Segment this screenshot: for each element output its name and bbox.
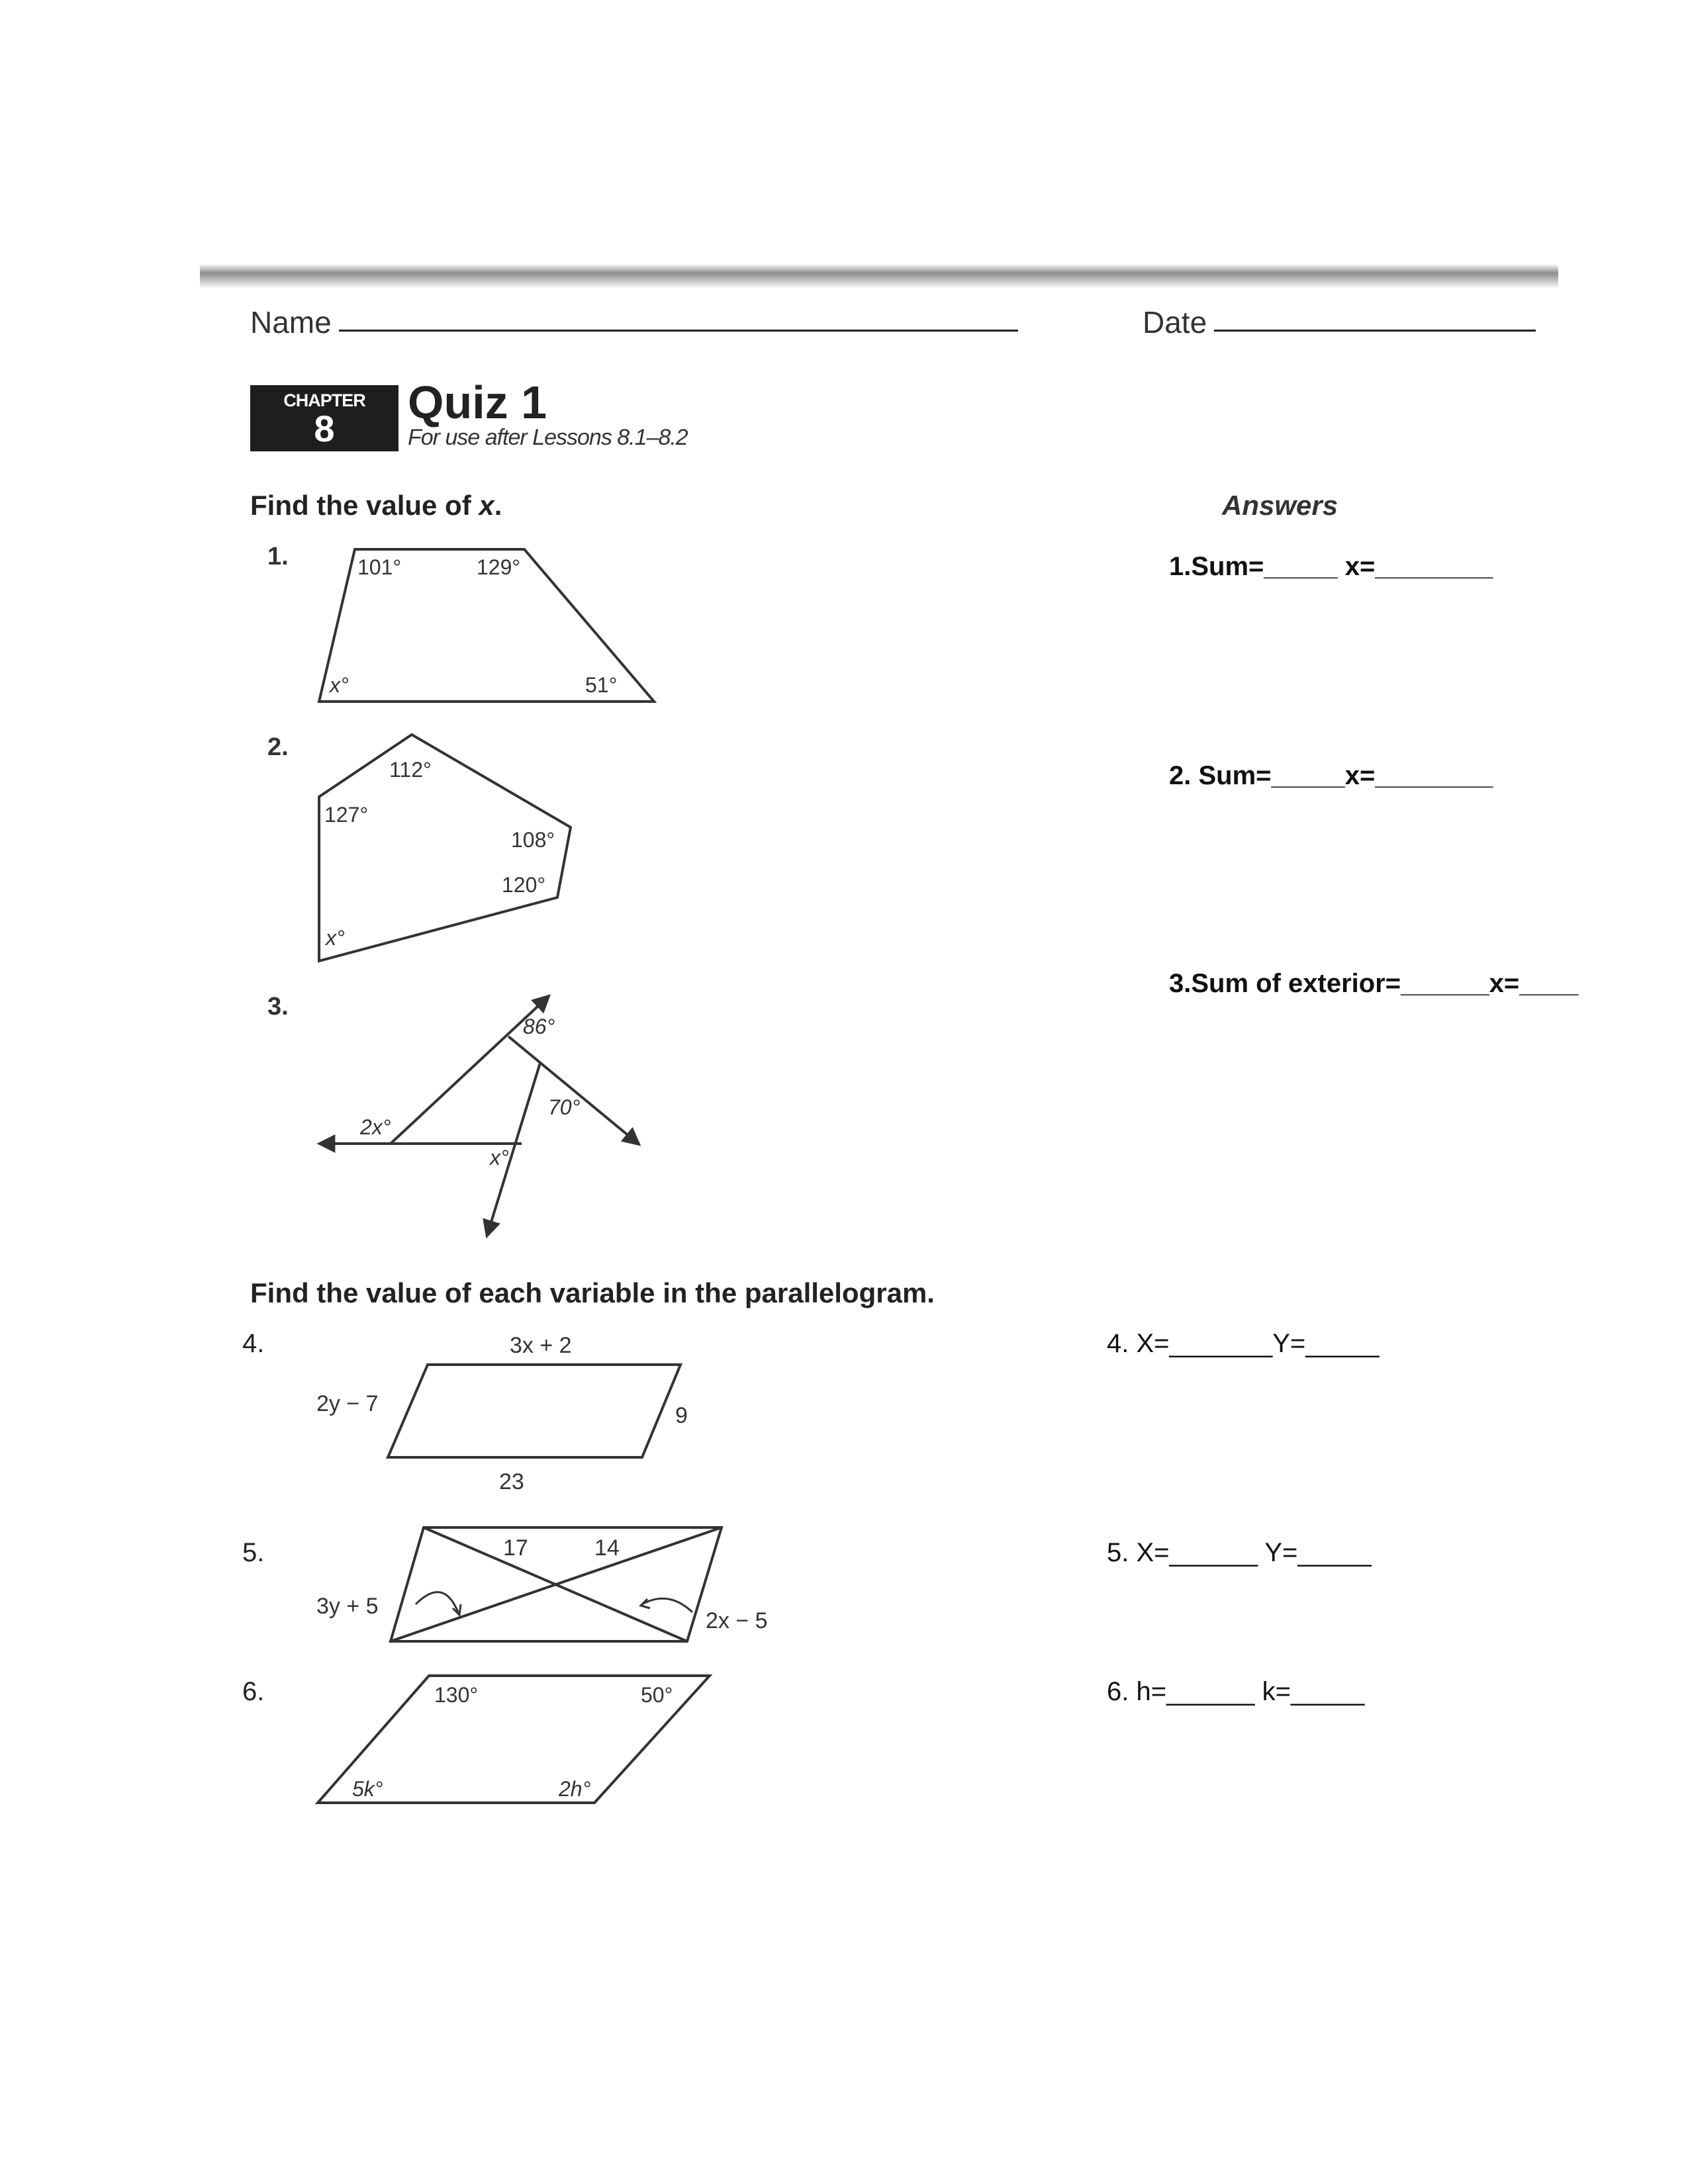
p2-angle-left: 127° — [324, 803, 369, 827]
section2-instruction: Find the value of each variable in the parallelogram. — [250, 1277, 935, 1308]
p4-label-top: 3x + 2 — [510, 1333, 572, 1358]
problem-6-parallelogram — [311, 1668, 722, 1813]
p6-angle-top-left: 130° — [434, 1683, 479, 1707]
p6-angle-bottom-left: 5k° — [352, 1777, 383, 1801]
section1-instruction-var: x — [479, 490, 494, 521]
problem-2-pentagon — [311, 728, 589, 966]
answers-heading: Answers — [1222, 490, 1338, 521]
p4-label-right: 9 — [675, 1403, 688, 1428]
p6-angle-top-right: 50° — [641, 1683, 673, 1707]
problem-4-parallelogram — [311, 1324, 708, 1502]
chapter-word: CHAPTER — [283, 390, 365, 410]
p4-label-left: 2y − 7 — [316, 1391, 379, 1416]
chapter-number: 8 — [314, 408, 335, 449]
quiz-subtitle: For use after Lessons 8.1–8.2 — [408, 425, 688, 450]
p1-angle-top-left: 101° — [357, 555, 402, 579]
quiz-title: Quiz 1 — [408, 377, 547, 428]
p5-label-top-left: 17 — [503, 1535, 528, 1561]
name-label: Name — [250, 305, 332, 340]
chapter-badge — [250, 385, 399, 451]
p2-angle-top: 112° — [389, 758, 432, 782]
p1-angle-bottom-left: x° — [330, 673, 349, 697]
header-bar — [200, 265, 1558, 289]
date-field[interactable] — [1214, 330, 1536, 332]
section1-instruction-text: Find the value of — [250, 490, 479, 521]
problem-4-number: 4. — [242, 1329, 265, 1358]
p2-angle-right-upper: 108° — [511, 828, 555, 852]
name-field[interactable] — [339, 330, 1018, 332]
p3-angle-right: 70° — [548, 1095, 581, 1119]
problem-1-number: 1. — [267, 543, 289, 570]
answer-2[interactable]: 2. Sum=_____x=________ — [1169, 761, 1493, 790]
p5-label-top-right: 14 — [594, 1535, 620, 1561]
p6-angle-bottom-right: 2h° — [559, 1777, 591, 1801]
p1-angle-bottom-right: 51° — [585, 673, 618, 697]
p3-angle-left: 2x° — [360, 1115, 391, 1139]
p5-label-right: 2x − 5 — [706, 1608, 768, 1633]
p1-angle-top-right: 129° — [477, 555, 521, 579]
problem-6-number: 6. — [242, 1677, 265, 1706]
answer-3[interactable]: 3.Sum of exterior=______x=____ — [1169, 969, 1579, 998]
problem-3-triangle-exterior-angles — [311, 986, 655, 1244]
p3-angle-bottom: x° — [490, 1146, 509, 1169]
p2-angle-bottom-left: x° — [326, 926, 345, 950]
p2-angle-right-lower: 120° — [502, 873, 546, 897]
problem-5-number: 5. — [242, 1538, 265, 1567]
p5-label-left: 3y + 5 — [316, 1594, 379, 1619]
answer-4[interactable]: 4. X=_______Y=_____ — [1107, 1329, 1380, 1358]
answer-5[interactable]: 5. X=______ Y=_____ — [1107, 1538, 1372, 1567]
date-label: Date — [1143, 305, 1207, 340]
answer-6[interactable]: 6. h=______ k=_____ — [1107, 1677, 1365, 1706]
problem-5-parallelogram-diagonals — [311, 1516, 788, 1661]
section1-instruction: Find the value of x. — [250, 490, 502, 521]
answer-1[interactable]: 1.Sum=_____ x=________ — [1169, 552, 1493, 581]
problem-1-quadrilateral — [311, 543, 669, 708]
p3-angle-top: 86° — [523, 1015, 555, 1038]
p4-label-bottom: 23 — [499, 1469, 524, 1494]
problem-2-number: 2. — [267, 733, 289, 761]
problem-3-number: 3. — [267, 993, 289, 1021]
